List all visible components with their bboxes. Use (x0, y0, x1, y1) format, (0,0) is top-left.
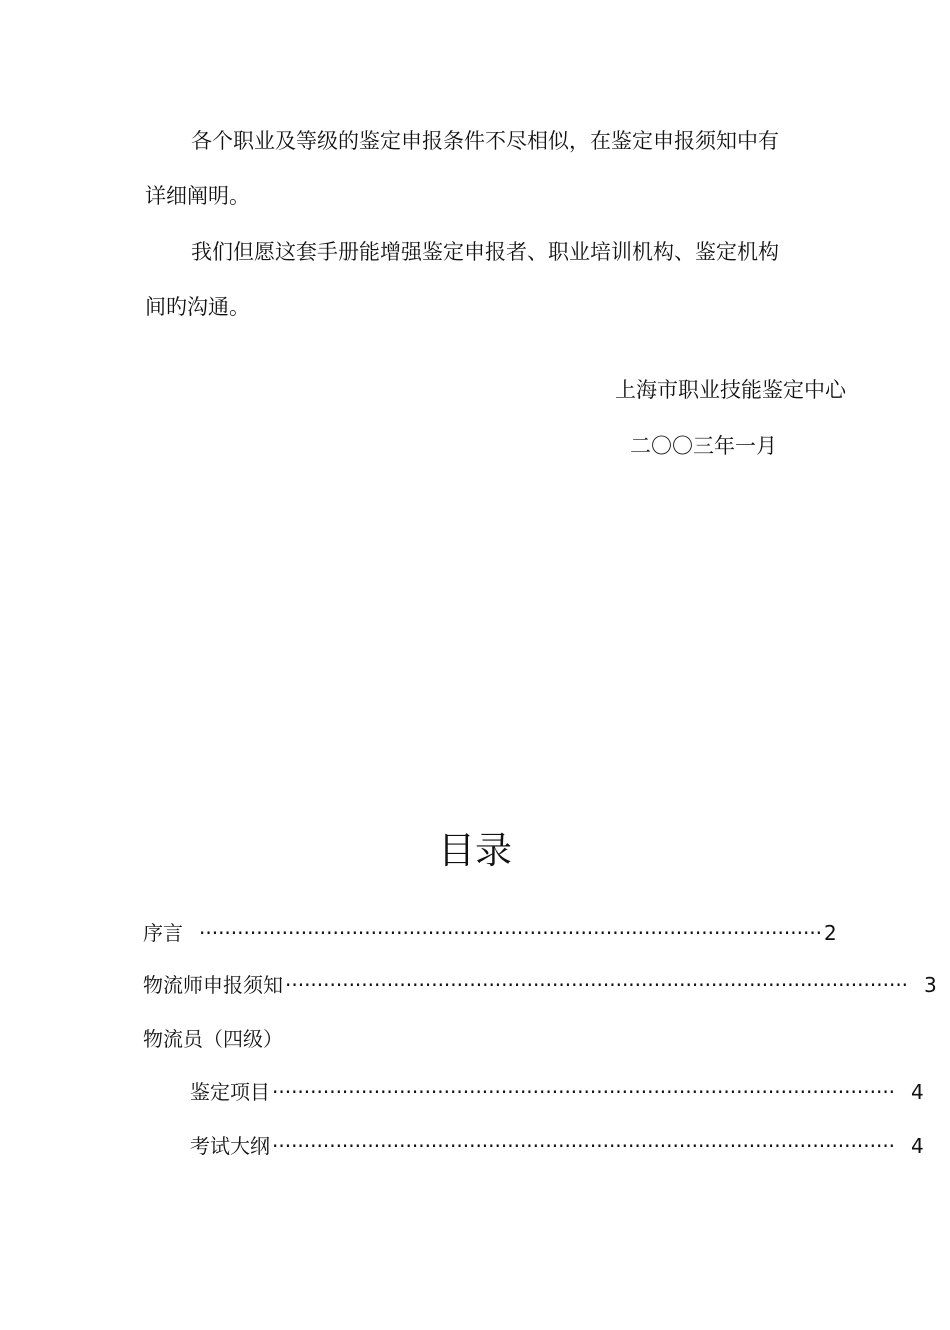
toc-entry-label: 考试大纲 (190, 1134, 270, 1158)
toc-entry-label: 鉴定项目 (190, 1080, 270, 1104)
preface-paragraph-1 (145, 114, 850, 224)
dot-leader: ·································································································· (199, 921, 823, 945)
toc-entry-page: 2 (824, 921, 837, 945)
signature-date: 二〇〇三年一月 (630, 434, 777, 458)
toc-entry-exam-syllabus[interactable] (190, 1131, 924, 1161)
toc-entry-preface[interactable] (143, 918, 837, 948)
dot-leader: ·································································································· (272, 1080, 896, 1104)
toc-entry-application-notes[interactable] (143, 970, 937, 1000)
paragraph-1-line-1: 各个职业及等级的鉴定申报条件不尽相似，在鉴定申报须知中有 (191, 129, 779, 153)
toc-entry-page: 3 (924, 973, 937, 997)
toc-entry-label: 物流员（四级） (143, 1027, 283, 1051)
dot-leader: ·································································································· (272, 1134, 896, 1158)
paragraph-1-line-2: 详细阐明。 (145, 184, 250, 208)
toc-title: 目录 (438, 829, 512, 872)
signature-organization: 上海市职业技能鉴定中心 (615, 378, 846, 402)
toc-entry-assessment-items[interactable] (190, 1077, 924, 1107)
toc-entry-page: 4 (911, 1134, 924, 1158)
dot-leader: ·································································································· (285, 973, 909, 997)
paragraph-2-line-1: 我们但愿这套手册能增强鉴定申报者、职业培训机构、鉴定机构 (191, 240, 779, 264)
toc-entry-label: 物流师申报须知 (143, 973, 283, 997)
toc-entry-label: 序言 (143, 921, 183, 945)
preface-paragraph-2 (145, 225, 850, 335)
toc-entry-logistics-clerk[interactable] (143, 1024, 803, 1054)
toc-entry-page: 4 (911, 1080, 924, 1104)
paragraph-2-line-2: 间旳沟通。 (145, 295, 250, 319)
